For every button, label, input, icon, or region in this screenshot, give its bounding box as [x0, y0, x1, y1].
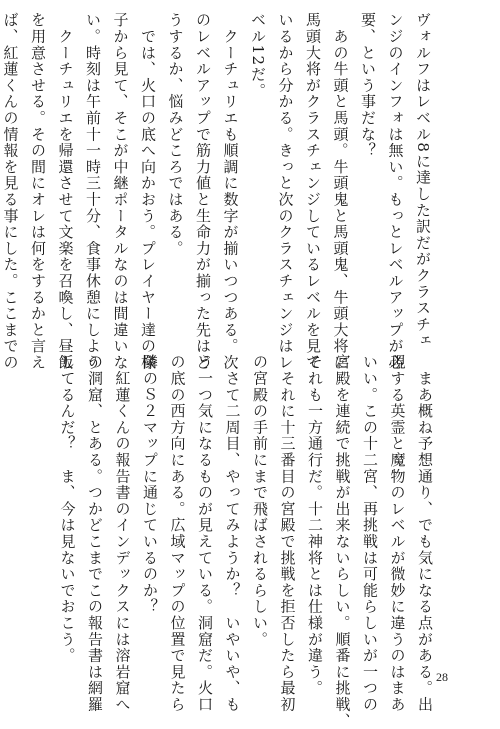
text-line: それも一方通行だ。十二神将とは仕様が違う。 — [306, 354, 324, 697]
text-line: クーチュリエも順調に数字が揃いつつある。次 — [221, 12, 240, 371]
text-line: ば、紅蓮くんの情報を見る事にした。ここまでの — [1, 12, 20, 371]
text-line: の底の西方向にある。広域マップの位置で見たら — [168, 354, 187, 713]
text-line: ベル12だ。 — [249, 12, 267, 99]
text-line: のレベルアップで筋力値と生命力が揃った先はど — [194, 12, 212, 371]
text-line: うするか、悩みどころではある。 — [166, 12, 185, 257]
lower-text-block — [53, 354, 438, 729]
text-line: あの牛頭と馬頭。牛頭鬼と馬頭鬼、牛頭大将に — [331, 12, 350, 371]
text-line: の宮殿の手前にまで飛ばされるらしい。 — [251, 354, 269, 648]
text-line: 紅蓮くんの報告書のインデックスには溶岩窟へ — [113, 354, 132, 713]
text-line: では、火口の底へ向かおう。プレイヤー達の様 — [139, 12, 157, 371]
text-line: さて二周目、やってみようか？ いやいや、も — [223, 354, 242, 713]
text-line: いい。この十二宮、再挑戦は可能らしいが一つの — [361, 354, 379, 713]
text-line: の洞窟、とある。つかどこまでこの報告書は網羅 — [86, 354, 104, 713]
text-line: い。時刻は午前十一時三十分、食事休憩にしよう。 — [84, 12, 102, 387]
page-number: 28 — [436, 670, 448, 684]
text-line: それに十三番目の宮殿で挑戦を拒否したら最初 — [278, 354, 297, 713]
text-line: ンジのインフォは無い。もっとレベルアップが必 — [386, 12, 405, 371]
text-line: ヴォルフはレベル8に達した訳だがクラスチェ — [414, 12, 432, 349]
text-line: を用意させる。その間にオレは何をするかと言え — [29, 12, 47, 371]
text-line: クーチュリエを帰還させて文楽を召喚し、昼飯 — [56, 12, 75, 371]
text-line: 現する英霊と魔物のレベルが微妙に違うのはまあ — [388, 354, 407, 713]
text-line: 馬頭大将がクラスチェンジしているレベルを見て — [304, 12, 322, 371]
text-line: 隣のＳ２マップに通じているのか？ — [141, 354, 159, 615]
text-line: 宮殿を連続で挑戦が出来ないらしい。順番に挑戦、 — [333, 354, 352, 729]
text-line: してるんだ？ ま、今は見ないでおこう。 — [58, 354, 77, 664]
text-line: いるから分かる。きっと次のクラスチェンジはレ — [276, 12, 295, 371]
text-line: まあ概ね予想通り、でも気になる点がある。出 — [416, 354, 434, 713]
upper-text-block — [0, 12, 436, 387]
text-line: 要、という事だな？ — [359, 12, 377, 159]
text-line: う一つ気になるものが見えている。洞窟だ。火口 — [196, 354, 214, 713]
text-line: 子から見て、そこが中継ポータルなのは間違いな — [111, 12, 130, 371]
